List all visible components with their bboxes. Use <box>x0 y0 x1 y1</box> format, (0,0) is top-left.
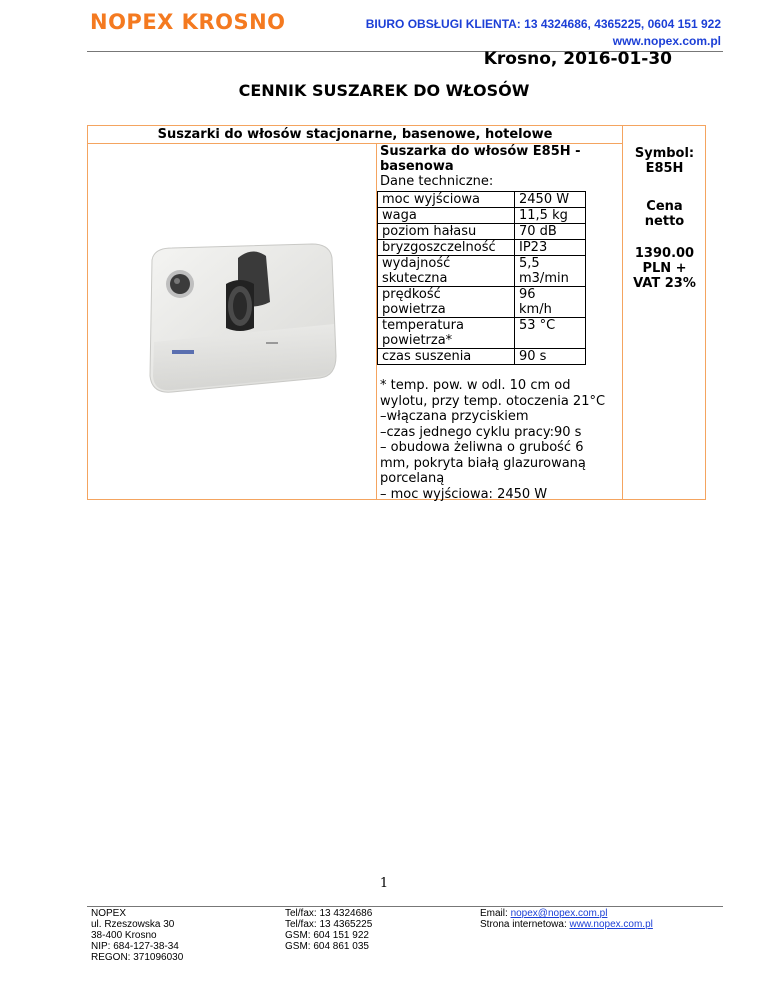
hair-dryer-image <box>142 238 340 400</box>
note-line: – moc wyjściowa: 2450 W <box>380 486 548 502</box>
spec-key-line: waga <box>382 208 417 223</box>
spec-value-line: 53 °C <box>519 318 556 333</box>
footer-line: Tel/fax: 13 4365225 <box>285 919 373 930</box>
spec-key <box>378 224 515 240</box>
page-title: CENNIK SUSZAREK DO WŁOSÓW <box>238 81 530 100</box>
spec-key <box>378 287 515 318</box>
product-notes <box>380 378 625 502</box>
symbol-label: Symbol: <box>634 146 695 161</box>
spec-row <box>378 192 586 208</box>
note-line: –włączana przyciskiem <box>380 409 529 424</box>
page-number: 1 <box>379 876 389 891</box>
note-line: mm, pokryta białą glazurowaną <box>380 455 586 471</box>
spec-key-line: prędkość <box>382 287 441 302</box>
spec-key <box>378 318 515 349</box>
price-label: Cena <box>646 199 683 214</box>
header-website-link[interactable]: www.nopex.com.pl <box>612 34 721 48</box>
spec-key-line: wydajność <box>382 256 451 271</box>
footer-line: GSM: 604 151 922 <box>285 930 369 941</box>
spec-key-line: bryzgoszczelność <box>382 240 496 255</box>
spec-value-line: 11,5 kg <box>519 208 568 223</box>
spec-value <box>515 256 586 287</box>
note-line: – obudowa żeliwna o grubość 6 <box>380 440 584 455</box>
footer-online <box>480 908 653 930</box>
footer-address <box>91 908 183 963</box>
footer-line: NIP: 684-127-38-34 <box>91 941 179 952</box>
note-line: porcelaną <box>380 471 445 486</box>
brand-name: NOPEX KROSNO <box>90 10 286 34</box>
spec-key <box>378 208 515 224</box>
footer-phones <box>285 908 372 952</box>
spec-value-line: IP23 <box>519 240 548 255</box>
footer-line: NOPEX <box>91 908 127 919</box>
spec-value-line: 70 dB <box>519 224 557 239</box>
web-label: Strona internetowa: <box>480 919 570 930</box>
spec-row <box>378 208 586 224</box>
price-currency: PLN + <box>642 261 687 276</box>
spec-key-line: powietrza <box>382 302 446 317</box>
spec-value <box>515 240 586 256</box>
spec-key-line: powietrza* <box>382 333 453 348</box>
footer-web-line <box>480 919 653 930</box>
spec-key-line: czas suszenia <box>382 349 472 364</box>
spec-row <box>378 287 586 318</box>
spec-value-line: 5,5 <box>519 256 540 271</box>
spec-value <box>515 208 586 224</box>
spec-key-line: skuteczna <box>382 271 448 286</box>
product-name-line: Suszarka do włosów E85H - <box>380 144 581 159</box>
footer-line: GSM: 604 861 035 <box>285 941 369 952</box>
note-line: –czas jednego cyklu pracy:90 s <box>380 424 582 440</box>
spec-row <box>378 224 586 240</box>
spec-table <box>377 191 586 365</box>
footer-line: ul. Rzeszowska 30 <box>91 919 175 930</box>
spec-key <box>378 192 515 208</box>
footer-line: REGON: 371096030 <box>91 952 184 963</box>
tech-data-label: Dane techniczne: <box>380 174 494 189</box>
office-contact <box>366 16 721 50</box>
spec-value <box>515 192 586 208</box>
section-header-row <box>88 126 622 144</box>
spec-value <box>515 318 586 349</box>
spec-key <box>378 349 515 365</box>
spec-row <box>378 349 586 365</box>
price-vat: VAT 23% <box>633 276 696 291</box>
spec-value-line: m3/min <box>519 271 569 286</box>
spec-value <box>515 287 586 318</box>
note-line: wylotu, przy temp. otoczenia 21°C <box>380 393 606 409</box>
symbol-price-column <box>623 146 706 291</box>
spec-key-line: moc wyjściowa <box>382 192 480 207</box>
spec-value-line: km/h <box>519 302 552 317</box>
spec-value <box>515 224 586 240</box>
email-label: Email: <box>480 908 511 919</box>
spec-value-line: 2450 W <box>519 192 570 207</box>
spec-value-line: 90 s <box>519 349 547 364</box>
spec-key <box>378 240 515 256</box>
spec-row <box>378 256 586 287</box>
spec-value-line: 96 <box>519 287 536 302</box>
spec-value <box>515 349 586 365</box>
document-date: Krosno, 2016-01-30 <box>483 49 672 69</box>
note-line: * temp. pow. w odl. 10 cm od <box>380 378 571 393</box>
website-link[interactable]: www.nopex.com.pl <box>569 919 653 930</box>
footer-line: 38-400 Krosno <box>91 930 157 941</box>
price-label: netto <box>644 214 685 229</box>
spec-key-line: temperatura <box>382 318 464 333</box>
spec-key-line: poziom hałasu <box>382 224 477 239</box>
product-name <box>380 144 620 174</box>
footer-divider <box>87 906 723 907</box>
footer-email-line <box>480 908 653 919</box>
net-price: 1390.00 <box>634 246 695 261</box>
footer-line: Tel/fax: 13 4324686 <box>285 908 373 919</box>
product-symbol: E85H <box>645 161 684 176</box>
product-name-line: basenowa <box>380 159 454 174</box>
spec-row <box>378 240 586 256</box>
section-heading: Suszarki do włosów stacjonarne, basenowe, hotelowe <box>157 127 553 142</box>
email-link[interactable]: nopex@nopex.com.pl <box>510 908 608 919</box>
spec-row <box>378 318 586 349</box>
spec-key <box>378 256 515 287</box>
office-phones: BIURO OBSŁUGI KLIENTA: 13 4324686, 4365225, 0604 151 922 <box>365 17 721 31</box>
